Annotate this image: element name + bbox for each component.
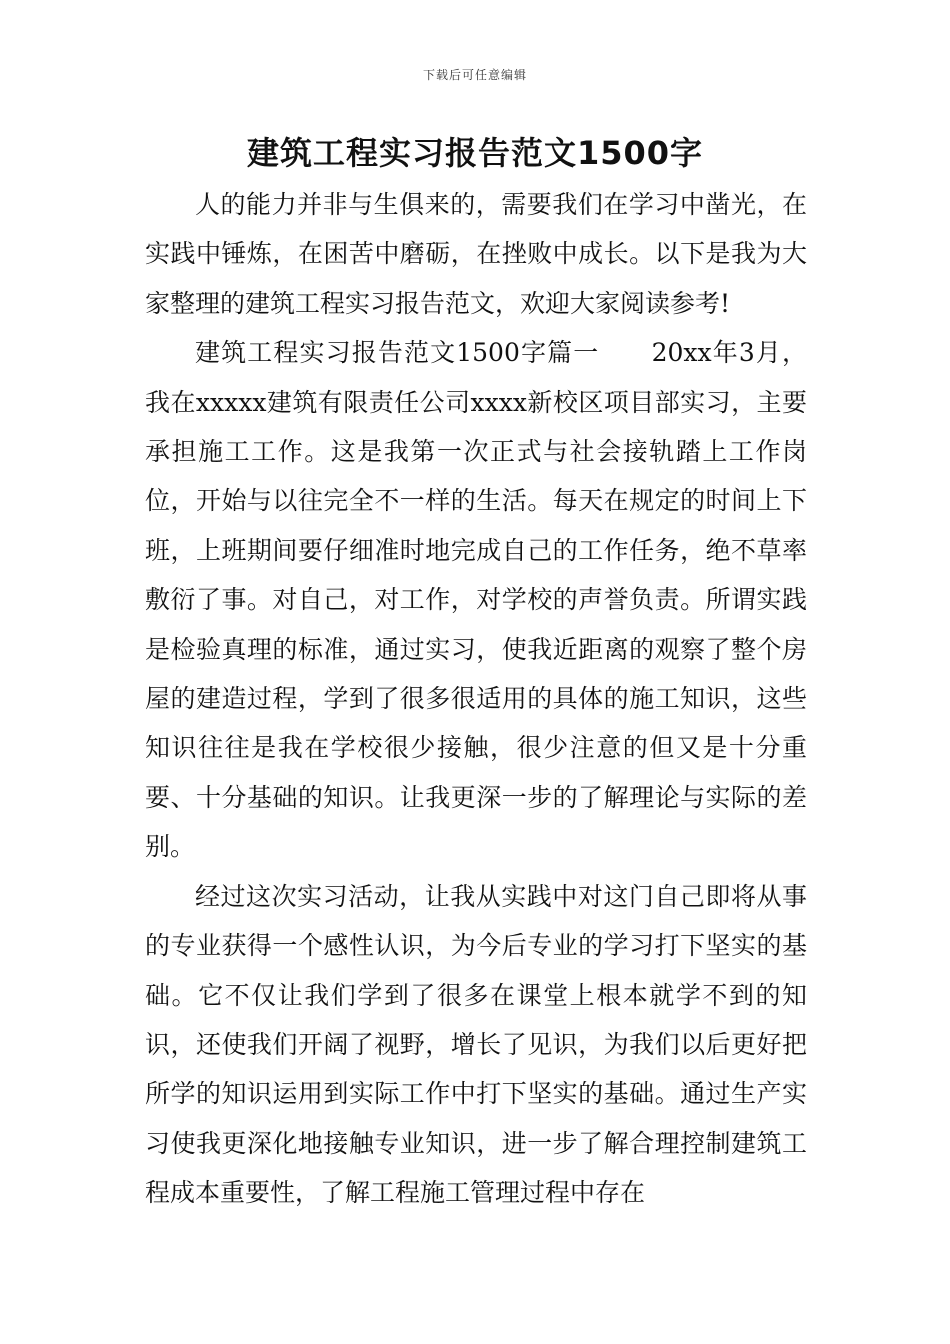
paragraph-chapter-one: 建筑工程实习报告范文1500字篇一 20xx年3月，我在xxxxx建筑有限责任公司xxxx新校区项目部实习，主要承担施工工作。这是我第一次正式与社会接轨踏上工作岗位，开始与以往完全不一样的生活。每天在规定的时间上下班，上班期间要仔细准时地完成自己的工作任务，绝不草率敷衍了事。对自己，对工作，对学校的声誉负责。所谓实践是检验真理的标准，通过实习，使我近距离的观察了整个房屋的建造过程，学到了很多很适用的具体的施工知识，这些知识往往是我在学校很少接触，很少注意的但又是十分重要、十分基础的知识。让我更深一步的了解理论与实际的差别。 (145, 338, 807, 862)
document-body (145, 180, 807, 1218)
paragraph-intro: 人的能力并非与生俱来的，需要我们在学习中凿光，在实践中锤炼，在困苦中磨砺，在挫败中成长。以下是我为大家整理的建筑工程实习报告范文，欢迎大家阅读参考! (145, 190, 807, 318)
document-title: 建筑工程实习报告范文1500字 (246, 134, 704, 172)
header-note: 下载后可任意编辑 (422, 68, 527, 82)
paragraph-experience: 经过这次实习活动，让我从实践中对这门自己即将从事的专业获得一个感性认识，为今后专业的学习打下坚实的基础。它不仅让我们学到了很多在课堂上根本就学不到的知识，还使我们开阔了视野，增长了见识，为我们以后更好把所学的知识运用到实际工作中打下坚实的基础。通过生产实习使我更深化地接触专业知识，进一步了解合理控制建筑工程成本重要性，了解工程施工管理过程中存在 (145, 881, 807, 1208)
